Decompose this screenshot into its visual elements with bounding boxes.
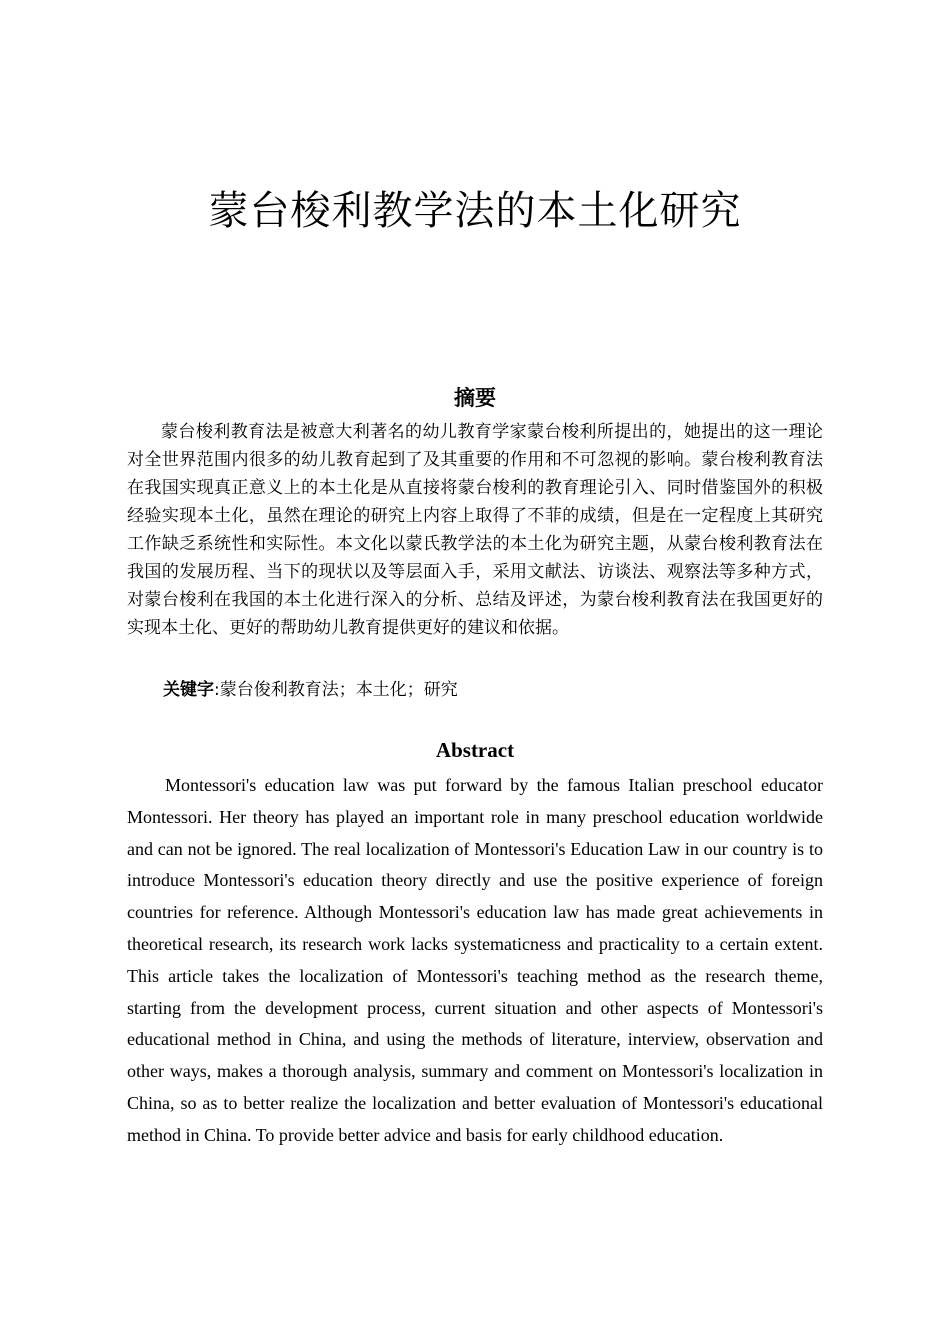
english-abstract-body: Montessori's education law was put forward by the famous Italian preschool educator Montessori. Her theory has played an important role in many preschool education worldwide and can not be ignored. The real localization of Montessori's Education Law in our country is to introduce Montessori's education theory directly and use the positive experience of foreign countries for reference. Although Montessori's education law has made great achievements in theoretical research, its research work lacks systematicness and practicality to a certain extent. This article takes the localization of Montessori's teaching method as the research theme, starting from the development process, current situation and other aspects of Montessori's educational method in China, and using the methods of literature, interview, observation and other ways, makes a thorough analysis, summary and comment on Montessori's localization in China, so as to better realize the localization and better evaluation of Montessori's educational method in China. To provide better advice and basis for early childhood education.	[127, 775, 823, 1145]
keywords-label: 关键字	[163, 680, 214, 700]
english-abstract-heading: Abstract	[435, 738, 515, 762]
chinese-abstract-body: 蒙台梭利教育法是被意大利著名的幼儿教育学家蒙台梭利所提出的，她提出的这一理论对全世界范围内很多的幼儿教育起到了及其重要的作用和不可忽视的影响。蒙台梭利教育法在我国实现真正意义上的本土化是从直接将蒙台梭利的教育理论引入、同时借鉴国外的积极经验实现本土化，虽然在理论的研究上内容上取得了不菲的成绩，但是在一定程度上其研究工作缺乏系统性和实际性。本文化以蒙氏教学法的本土化为研究主题，从蒙台梭利教育法在我国的发展历程、当下的现状以及等层面入手，采用文献法、访谈法、观察法等多种方式，对蒙台梭利在我国的本土化进行深入的分析、总结及评述，为蒙台梭利教育法在我国更好的实现本土化、更好的帮助幼儿教育提供更好的建议和依据。	[127, 422, 823, 638]
document-title: 蒙台梭利教学法的本土化研究	[208, 188, 742, 234]
keywords-value: :蒙台俊利教育法；本土化；研究	[214, 680, 458, 700]
keywords-line	[163, 676, 458, 704]
chinese-abstract-heading: 摘要	[454, 386, 496, 410]
